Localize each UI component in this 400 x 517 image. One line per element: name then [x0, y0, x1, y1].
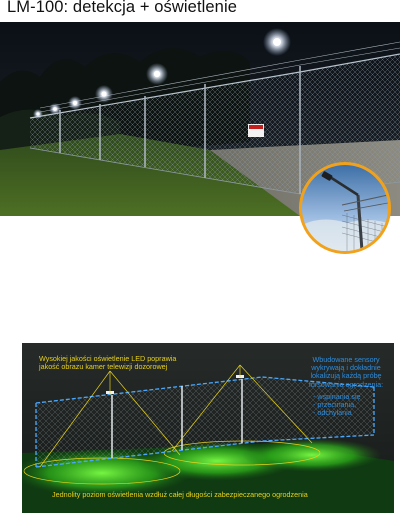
list-item: - wspinania się: [313, 392, 361, 401]
led-lighting-caption-line-1: Wysokiej jakości oświetlenie LED poprawia: [39, 354, 177, 363]
lamp-closeup-inset: [299, 162, 391, 254]
led-lighting-caption-line-2: jakość obrazu kamer telewizji dozorowej: [39, 362, 168, 372]
list-item: - przecinania,: [313, 400, 357, 410]
led-lighting-caption: [39, 355, 244, 371]
warning-sign-icon: [248, 124, 264, 137]
sensors-caption-line-1: Wbudowane sensory: [312, 355, 380, 364]
uniform-lighting-caption: Jednolity poziom oświetlenia wzdłuż całej długości zabezpieczanego ogrodzenia: [52, 490, 308, 499]
sensors-caption-line-3: lokalizują każdą próbę: [310, 371, 382, 381]
sensors-caption: [298, 356, 394, 389]
sensor-actions-list: [313, 393, 393, 418]
page-title: LM-100: detekcja + oświetlenie: [7, 0, 238, 16]
sensors-caption-line-2: wykrywają i dokładnie: [311, 363, 381, 373]
sensors-caption-line-4: forsowania ogrodzenia:: [308, 379, 384, 389]
list-item: - odchylania: [313, 408, 352, 418]
